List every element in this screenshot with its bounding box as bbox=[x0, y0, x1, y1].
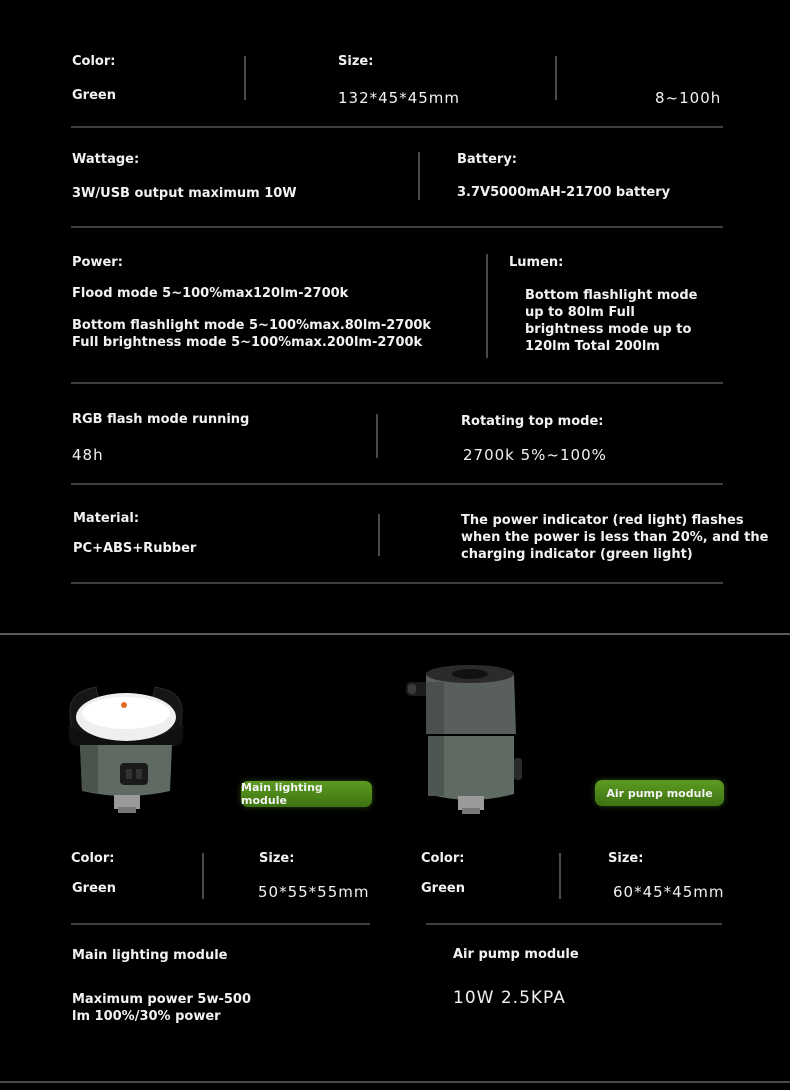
material-value: PC+ABS+Rubber bbox=[73, 541, 197, 556]
power-flood-mode: Flood mode 5~100%max120lm-2700k bbox=[72, 286, 349, 301]
divider-vertical bbox=[244, 56, 246, 100]
lighting-color-label: Color: bbox=[71, 851, 115, 866]
lighting-module-badge: Main lighting module bbox=[241, 781, 372, 807]
divider-vertical bbox=[376, 414, 378, 458]
lumen-value: Bottom flashlight mode up to 80lm Full brightness mode up to 120lm Total 200lm bbox=[525, 288, 698, 354]
runtime-value: 8~100h bbox=[655, 89, 722, 107]
pump-module-title: Air pump module bbox=[453, 947, 579, 962]
divider-vertical bbox=[486, 254, 488, 358]
divider-horizontal bbox=[71, 483, 723, 485]
size-value: 132*45*45mm bbox=[338, 89, 461, 107]
power-flashlight-mode: Bottom flashlight mode 5~100%max.80lm-2700k Full brightness mode 5~100%max.200lm-2700k bbox=[72, 318, 432, 350]
divider-vertical bbox=[555, 56, 557, 100]
pump-size-label: Size: bbox=[608, 851, 644, 866]
air-pump-module-badge: Air pump module bbox=[595, 780, 724, 806]
lighting-size-label: Size: bbox=[259, 851, 295, 866]
divider-horizontal bbox=[426, 923, 722, 925]
pump-size-value: 60*45*45mm bbox=[613, 883, 725, 901]
divider-horizontal bbox=[71, 382, 723, 384]
pump-module-desc: 10W 2.5KPA bbox=[453, 988, 566, 1008]
battery-value: 3.7V5000mAH-21700 battery bbox=[457, 185, 671, 200]
size-label: Size: bbox=[338, 54, 374, 69]
lighting-color-value: Green bbox=[72, 881, 116, 896]
rgb-flash-value: 48h bbox=[72, 446, 104, 464]
lighting-module-desc: Maximum power 5w-500 lm 100%/30% power bbox=[72, 992, 252, 1024]
divider-horizontal bbox=[71, 226, 723, 228]
divider-vertical bbox=[418, 152, 420, 200]
lighting-size-value: 50*55*55mm bbox=[258, 883, 370, 901]
air-pump-module-image bbox=[402, 662, 530, 818]
pump-color-label: Color: bbox=[421, 851, 465, 866]
divider-horizontal bbox=[71, 126, 723, 128]
color-value: Green bbox=[72, 88, 116, 103]
divider-horizontal bbox=[71, 923, 370, 925]
lighting-module-image bbox=[58, 683, 193, 815]
rotating-top-label: Rotating top mode: bbox=[461, 414, 604, 429]
section-divider bbox=[0, 633, 790, 635]
battery-label: Battery: bbox=[457, 152, 518, 167]
pump-color-value: Green bbox=[421, 881, 465, 896]
material-label: Material: bbox=[73, 511, 140, 526]
lumen-label: Lumen: bbox=[509, 255, 564, 270]
lighting-module-title: Main lighting module bbox=[72, 948, 228, 963]
divider-vertical bbox=[378, 514, 380, 556]
rgb-flash-label: RGB flash mode running bbox=[72, 412, 250, 427]
indicator-note: The power indicator (red light) flashes when the power is less than 20%, and the charging indicator (green light) bbox=[461, 513, 769, 562]
bottom-divider bbox=[0, 1081, 790, 1083]
wattage-value: 3W/USB output maximum 10W bbox=[72, 186, 297, 201]
power-label: Power: bbox=[72, 255, 123, 270]
color-label: Color: bbox=[72, 54, 116, 69]
divider-vertical bbox=[559, 853, 561, 899]
rotating-top-value: 2700k 5%~100% bbox=[463, 446, 607, 464]
wattage-label: Wattage: bbox=[72, 152, 140, 167]
divider-horizontal bbox=[71, 582, 723, 584]
divider-vertical bbox=[202, 853, 204, 899]
